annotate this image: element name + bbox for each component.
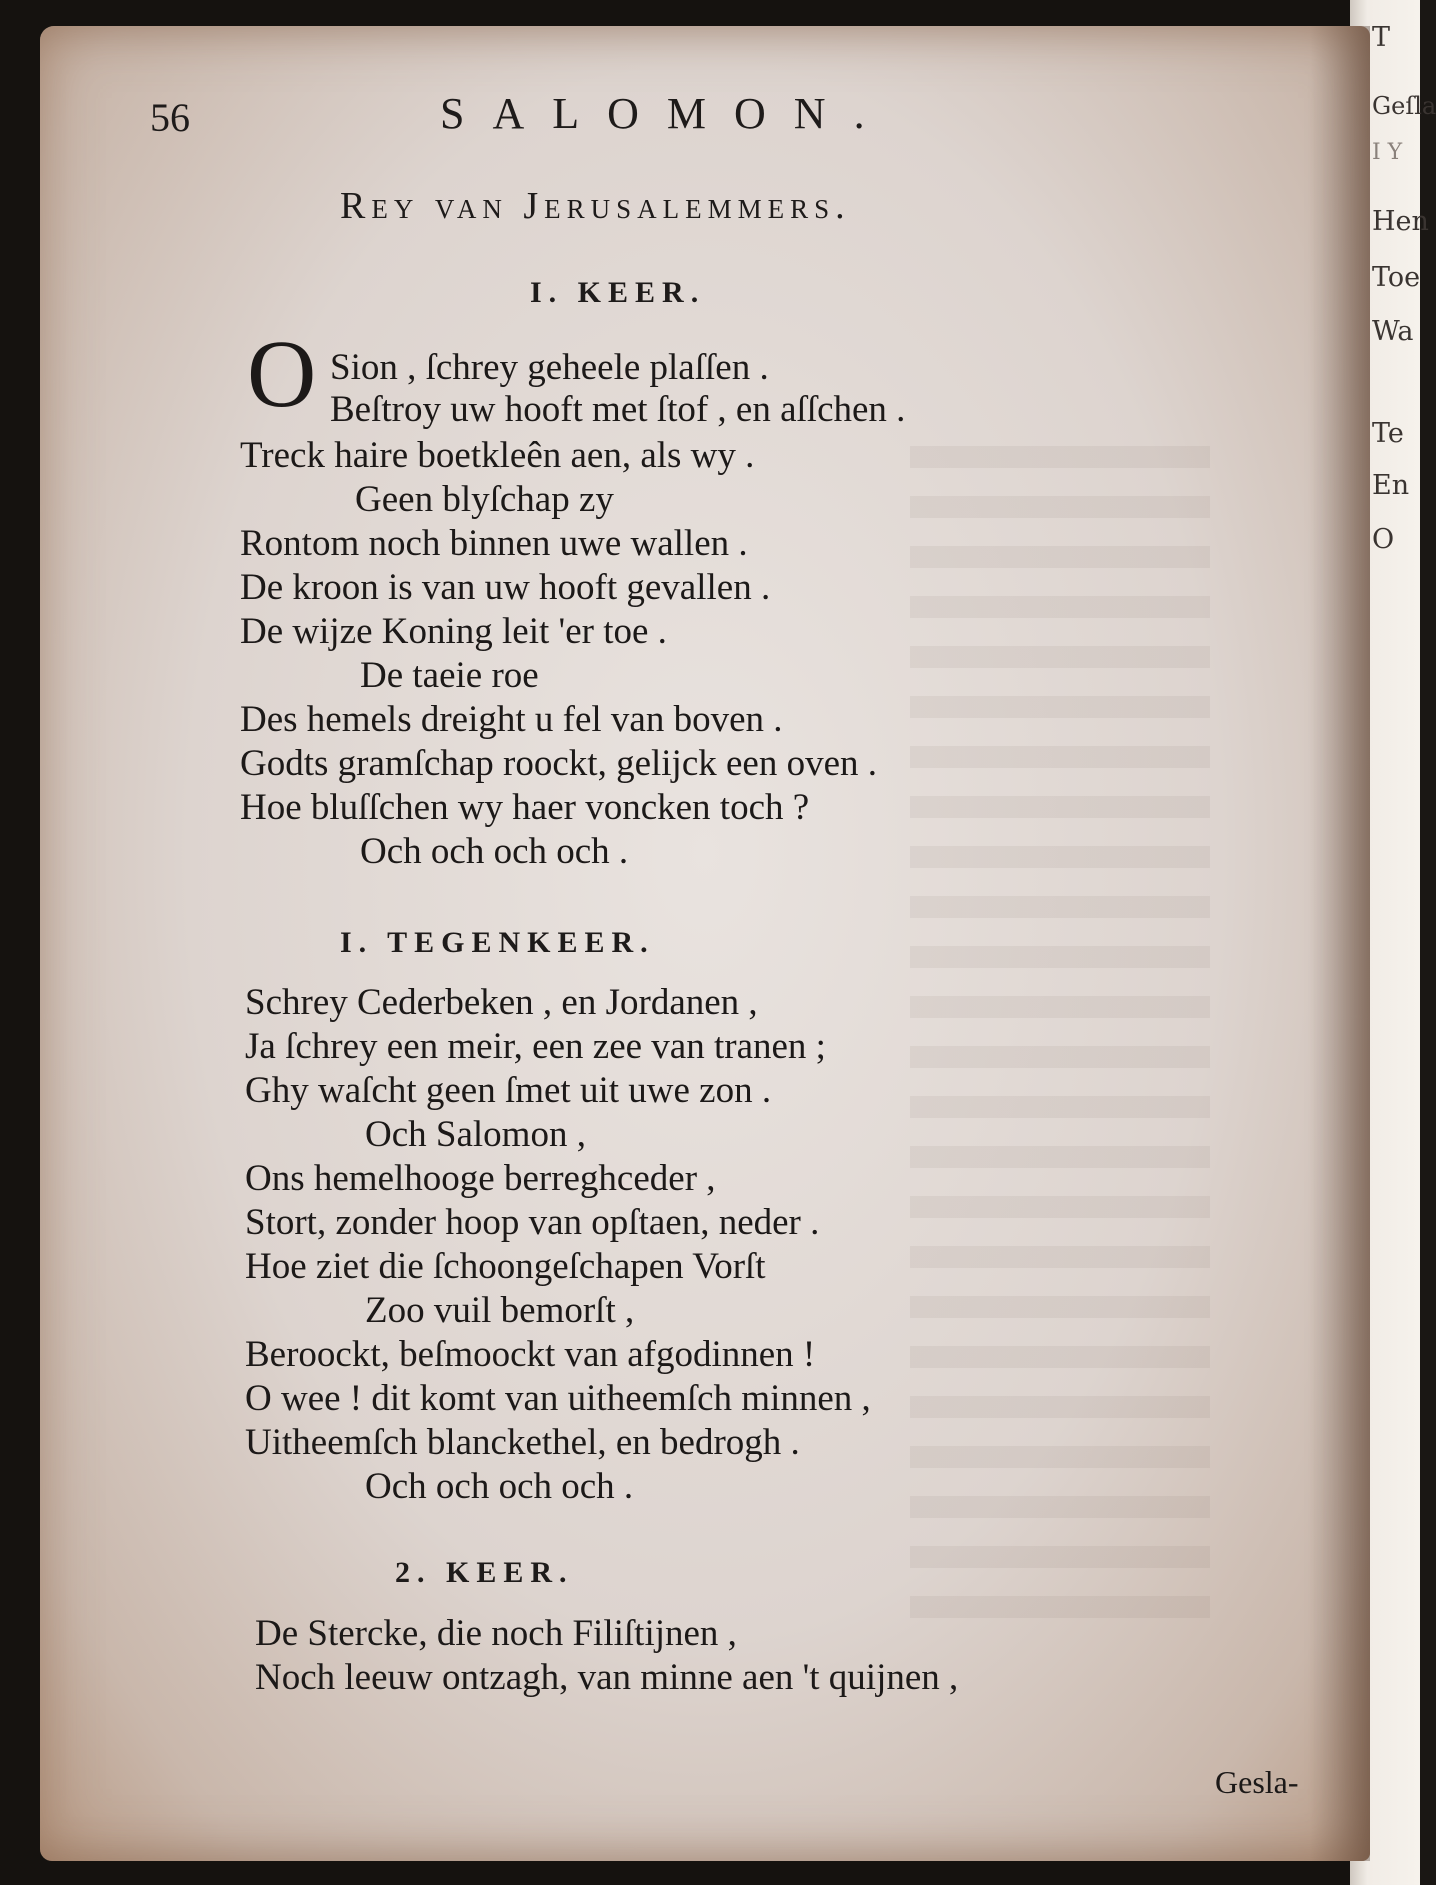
- verse-line: Geen blyſchap zy: [355, 479, 614, 520]
- verse-line: Ons hemelhooge berreghceder ,: [245, 1158, 716, 1199]
- facing-fragment: I Y: [1372, 140, 1403, 165]
- verse-line: Beſtroy uw hooft met ſtof , en aſſchen .: [330, 389, 906, 430]
- drop-cap: O: [247, 320, 317, 427]
- stanza-heading: I. TEGENKEER.: [340, 926, 655, 959]
- stanza-heading: 2. KEER.: [395, 1556, 574, 1589]
- facing-fragment: Geſla: [1372, 92, 1436, 120]
- facing-fragment: O: [1372, 524, 1395, 555]
- facing-fragment: Wa: [1372, 316, 1414, 347]
- verse-line: Ja ſchrey een meir, een zee van tranen ;: [245, 1026, 826, 1067]
- facing-fragment: Toe: [1372, 262, 1421, 293]
- verse-line: Des hemels dreight u fel van boven .: [240, 699, 783, 740]
- stanza-heading: I. KEER.: [530, 276, 706, 309]
- verse-line: Ghy waſcht geen ſmet uit uwe zon .: [245, 1070, 772, 1111]
- verse-line: Och och och och .: [360, 831, 629, 872]
- verse-line: Stort, zonder hoop van opſtaen, neder .: [245, 1202, 820, 1243]
- verse-line: Rontom noch binnen uwe wallen .: [240, 523, 748, 564]
- facing-fragment: Hen: [1372, 206, 1429, 237]
- verse-line: Noch leeuw ontzagh, van minne aen 't quijnen ,: [255, 1657, 959, 1698]
- verse-line: Godts gramſchap roockt, gelijck een oven .: [240, 743, 878, 784]
- facing-fragment: En: [1372, 470, 1410, 501]
- facing-fragment: T: [1372, 22, 1391, 53]
- verse-line: De kroon is van uw hooft gevallen .: [240, 567, 771, 608]
- verse-line: De wijze Koning leit 'er toe .: [240, 611, 667, 652]
- spine-shadow: [1310, 26, 1370, 1861]
- running-title: SALOMON.: [440, 89, 893, 138]
- verse-line: Schrey Cederbeken , en Jordanen ,: [245, 982, 758, 1023]
- section-heading: Rey van Jerusalemmers.: [340, 185, 851, 227]
- verse-line: Och Salomon ,: [365, 1114, 586, 1155]
- verse-line: Uitheemſch blanckethel, en bedrogh .: [245, 1422, 800, 1463]
- verse-line: De taeie roe: [360, 655, 539, 696]
- verse-line: Beroockt, beſmoockt van afgodinnen !: [245, 1334, 816, 1375]
- verse-line: De Stercke, die noch Filiſtijnen ,: [255, 1613, 737, 1654]
- book-page: [40, 26, 1370, 1861]
- facing-fragment: Te: [1372, 418, 1404, 449]
- catchword: Gesla-: [1215, 1764, 1299, 1800]
- show-through-texture: [910, 446, 1210, 1646]
- verse-line: Hoe bluſſchen wy haer voncken toch ?: [240, 787, 810, 828]
- verse-line: O wee ! dit komt van uitheemſch minnen ,: [245, 1378, 871, 1419]
- page-number: 56: [150, 95, 190, 140]
- verse-line: Treck haire boetkleên aen, als wy .: [240, 435, 755, 476]
- verse-line: Hoe ziet die ſchoongeſchapen Vorſt: [245, 1246, 766, 1287]
- verse-line: Zoo vuil bemorſt ,: [365, 1290, 635, 1331]
- verse-line: Sion , ſchrey geheele plaſſen .: [330, 347, 769, 388]
- verse-line: Och och och och .: [365, 1466, 634, 1507]
